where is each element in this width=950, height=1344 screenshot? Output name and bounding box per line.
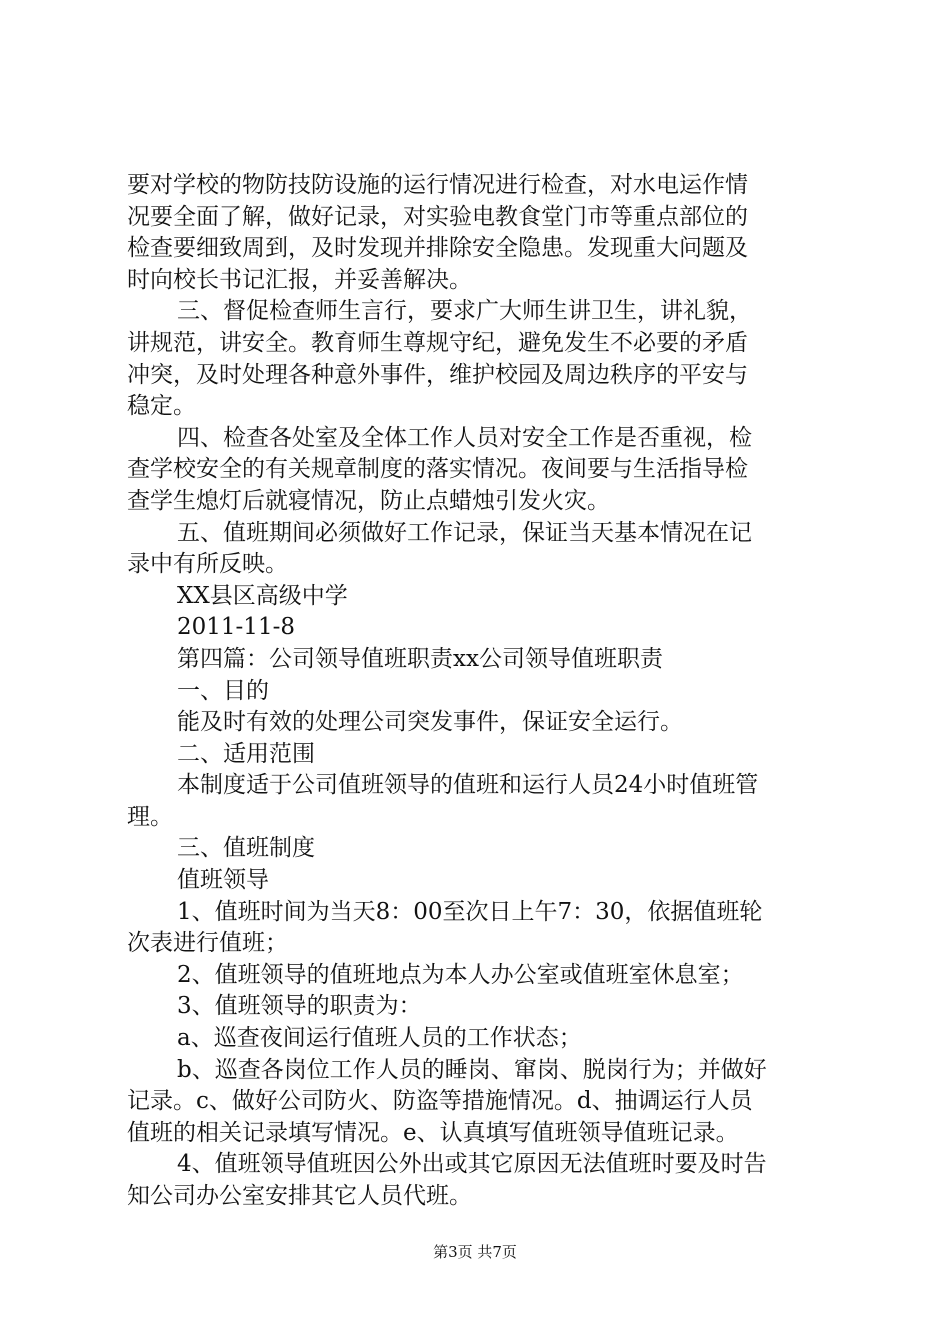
- text-line: 稳定。: [127, 393, 196, 420]
- text-line: b、巡查各岗位工作人员的睡岗、窜岗、脱岗行为；并做好: [177, 1056, 767, 1083]
- text-line: 理。: [127, 803, 173, 830]
- text-line: 三、值班制度: [177, 835, 315, 862]
- text-line: 3、值班领导的职责为：: [177, 993, 422, 1020]
- text-line: 能及时有效的处理公司突发事件，保证安全运行。: [177, 709, 683, 736]
- text-line: 4、值班领导值班因公外出或其它原因无法值班时要及时告: [177, 1151, 767, 1178]
- text-line: 冲突，及时处理各种意外事件，维护校园及周边秩序的平安与: [127, 361, 748, 388]
- text-line: 讲规范，讲安全。教育师生尊规守纪，避免发生不必要的矛盾: [127, 329, 748, 356]
- text-line: 第四篇：公司领导值班职责xx公司领导值班职责: [177, 645, 663, 672]
- text-line: 查学生熄灯后就寝情况，防止点蜡烛引发火灾。: [127, 487, 610, 514]
- text-line: 记录。c、做好公司防火、防盗等措施情况。d、抽调运行人员: [127, 1088, 753, 1115]
- text-line: 2011-11-8: [177, 614, 295, 641]
- text-line: 检查要细致周到，及时发现并排除安全隐患。发现重大问题及: [127, 235, 748, 262]
- text-line: 况要全面了解，做好记录，对实验电教食堂门市等重点部位的: [127, 203, 748, 230]
- document-body: [127, 170, 833, 1213]
- text-line: 录中有所反映。: [127, 551, 288, 578]
- text-line: 三、督促检查师生言行，要求广大师生讲卫生，讲礼貌，: [177, 298, 752, 325]
- text-line: XX县区高级中学: [177, 582, 348, 609]
- page-footer: 第3页 共7页: [433, 1243, 517, 1261]
- text-line: 知公司办公室安排其它人员代班。: [127, 1183, 472, 1209]
- text-line: 二、适用范围: [177, 740, 315, 767]
- text-line: 值班的相关记录填写情况。e、认真填写值班领导值班记录。: [127, 1119, 739, 1146]
- text-line: 2、值班领导的值班地点为本人办公室或值班室休息室；: [177, 961, 744, 988]
- text-line: 次表进行值班；: [127, 930, 288, 957]
- text-line: 四、检查各处室及全体工作人员对安全工作是否重视，检: [177, 424, 752, 451]
- text-line: 值班领导: [177, 867, 269, 894]
- text-line: 五、值班期间必须做好工作记录，保证当天基本情况在记: [177, 519, 752, 546]
- text-line: 查学校安全的有关规章制度的落实情况。夜间要与生活指导检: [127, 456, 748, 483]
- text-line: 时向校长书记汇报，并妥善解决。: [127, 266, 472, 293]
- text-line: 要对学校的物防技防设施的运行情况进行检查，对水电运作情: [127, 172, 748, 198]
- text-line: 本制度适于公司值班领导的值班和运行人员24小时值班管: [177, 772, 759, 799]
- text-line: 一、目的: [177, 677, 269, 704]
- text-line: 1、值班时间为当天8：00至次日上午7：30，依据值班轮: [177, 898, 763, 925]
- text-line: a、巡查夜间运行值班人员的工作状态；: [177, 1025, 582, 1052]
